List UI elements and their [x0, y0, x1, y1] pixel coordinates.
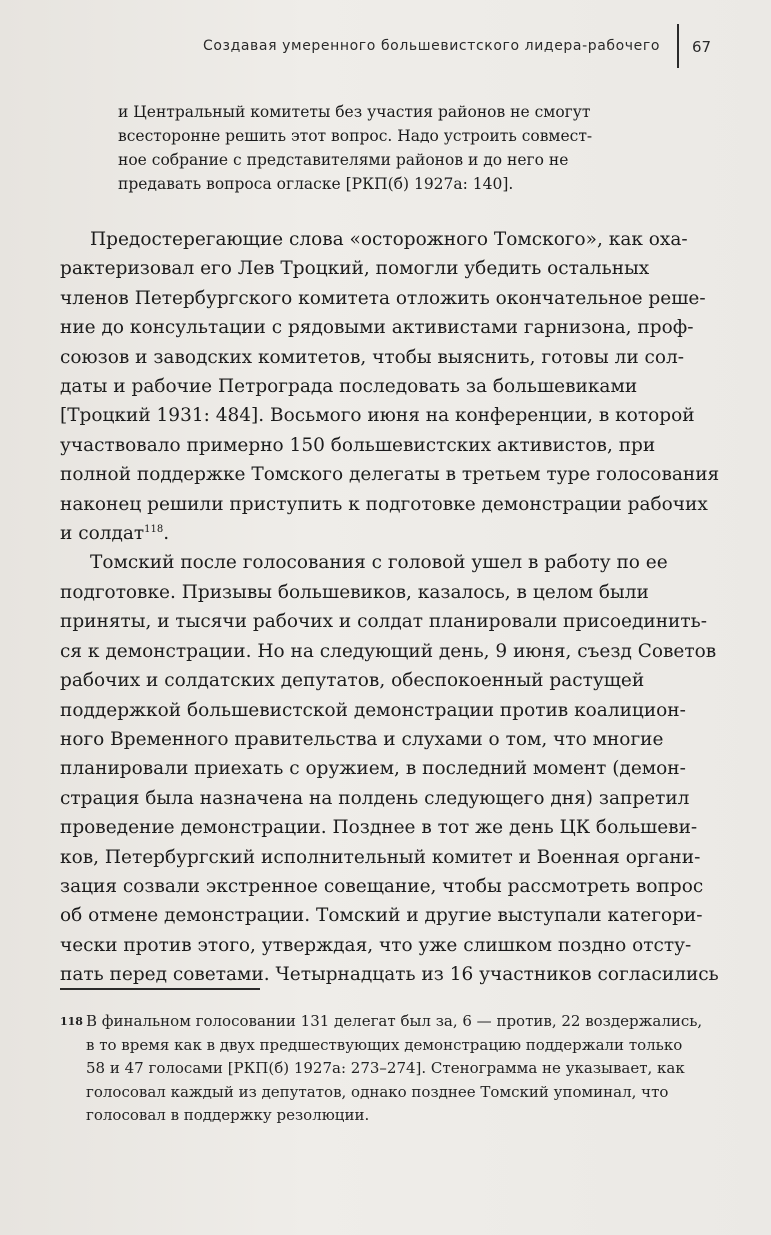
text-line: наконец решили приступить к подготовке демонстрации рабочих	[60, 493, 708, 515]
footnote-line: голосовал каждый из депутатов, однако позднее Томский упоминал, что	[86, 1082, 669, 1101]
text-line: приняты, и тысячи рабочих и солдат планировали присоединить-	[60, 611, 707, 633]
footnote-number: 118	[60, 1015, 83, 1028]
footnote-line: голосовал в поддержку резолюции.	[86, 1106, 370, 1124]
footnote-reference[interactable]: 118	[144, 523, 164, 535]
text-fragment: и солдат	[60, 523, 145, 545]
text-line: рактеризовал его Лев Троцкий, помогли убедить остальных	[60, 258, 650, 280]
text-line: ся к демонстрации. Но на следующий день, 9 июня, съезд Советов	[60, 640, 717, 662]
block-quote	[118, 100, 638, 196]
quote-line: ное собрание с представителями районов и до него не	[118, 151, 569, 169]
footnote-divider	[60, 988, 260, 990]
text-line: полной поддержке Томского делегаты в третьем туре голосования	[60, 464, 720, 486]
quote-line: предавать вопроса огласке [РКП(б) 1927а: 140].	[118, 175, 514, 193]
text-line: пать перед советами. Четырнадцать из 16 участников согласились	[60, 964, 719, 986]
text-line: Предостерегающие слова «осторожного Томского», как оха-	[90, 229, 688, 250]
text-fragment: .	[163, 523, 170, 545]
quote-line: и Центральный комитеты без участия районов не смогут	[118, 103, 591, 121]
text-line: ков, Петербургский исполнительный комитет и Военная органи-	[60, 846, 701, 868]
footnote-line: В финальном голосовании 131 делегат был за, 6 — против, 22 воздержались,	[86, 1012, 703, 1030]
text-line: чески против этого, утверждая, что уже слишком поздно отсту-	[60, 934, 692, 956]
text-line: планировали приехать с оружием, в последний момент (демон-	[60, 758, 686, 780]
text-line: поддержкой большевистской демонстрации против коалицион-	[60, 699, 686, 721]
text-line: союзов и заводских комитетов, чтобы выяснить, готовы ли сол-	[60, 346, 685, 368]
text-line: об отмене демонстрации. Томский и другие выступали категори-	[60, 905, 703, 927]
quote-line: всесторонне решить этот вопрос. Надо устроить совмест-	[118, 127, 593, 145]
text-line: ного Временного правительства и слухами о том, что многие	[60, 728, 664, 750]
text-line: членов Петербургского комитета отложить окончательное реше-	[60, 287, 706, 309]
page-number: 67	[692, 38, 712, 56]
running-title: Создавая умеренного большевистского лидера-рабочего	[203, 38, 660, 54]
paragraph-1	[60, 225, 720, 548]
text-line: Томский после голосования с головой ушел в работу по ее	[90, 552, 668, 574]
text-line: [Троцкий 1931: 484]. Восьмого июня на конференции, в которой	[60, 405, 695, 427]
text-line	[60, 519, 720, 548]
footnote	[60, 1010, 740, 1128]
body-text	[60, 225, 720, 990]
text-line: участвовало примерно 150 большевистских активистов, при	[60, 434, 656, 456]
header-divider	[677, 24, 679, 68]
text-line: зация созвали экстренное совещание, чтобы рассмотреть вопрос	[60, 875, 704, 897]
footnote-line: в то время как в двух предшествующих демонстрацию поддержали только	[86, 1035, 683, 1054]
text-line: подготовке. Призывы большевиков, казалось, в целом были	[60, 581, 649, 603]
text-line: проведение демонстрации. Позднее в тот же день ЦК большеви-	[60, 817, 698, 839]
text-line: даты и рабочие Петрограда последовать за большевиками	[60, 376, 638, 398]
text-line: рабочих и солдатских депутатов, обеспокоенный растущей	[60, 670, 645, 692]
text-line: ние до консультации с рядовыми активистами гарнизона, проф-	[60, 317, 694, 339]
text-line: страция была назначена на полдень следующего дня) запретил	[60, 787, 690, 809]
paragraph-2	[60, 548, 720, 989]
footnote-line: 58 и 47 голосами [РКП(б) 1927а: 273–274]. Стенограмма не указывает, как	[86, 1059, 685, 1077]
